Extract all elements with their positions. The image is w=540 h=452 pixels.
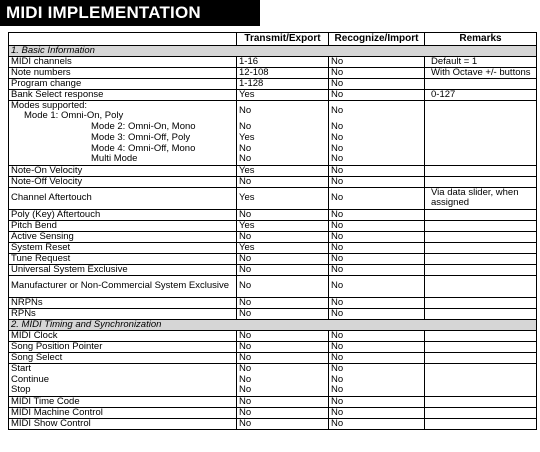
recognize-value: No bbox=[329, 121, 425, 132]
sub-label: Stop bbox=[11, 385, 31, 396]
recognize-value: No bbox=[329, 297, 425, 308]
table-row bbox=[9, 330, 537, 341]
recognize-value: No bbox=[329, 101, 425, 122]
remarks-value bbox=[425, 264, 537, 275]
remarks-value: With Octave +/- buttons bbox=[425, 68, 537, 79]
row-label: Tune Request bbox=[9, 253, 237, 264]
remarks-value: 0-127 bbox=[425, 90, 537, 101]
section-row bbox=[9, 319, 537, 330]
row-label-cell bbox=[9, 363, 237, 374]
transmit-value: Yes bbox=[237, 187, 329, 209]
transmit-value: No bbox=[237, 209, 329, 220]
table-row bbox=[9, 57, 537, 68]
recognize-value: No bbox=[329, 308, 425, 319]
remarks-value bbox=[425, 79, 537, 90]
transmit-value: 1-16 bbox=[237, 57, 329, 68]
column-header bbox=[9, 33, 237, 46]
recognize-value: No bbox=[329, 176, 425, 187]
row-label: Manufacturer or Non-Commercial System Exclusive bbox=[9, 275, 237, 297]
sub-label: Mode 3: Omni-Off, Poly bbox=[91, 132, 191, 143]
row-label: Note-Off Velocity bbox=[9, 176, 237, 187]
remarks-value bbox=[425, 253, 537, 264]
table-row bbox=[9, 352, 537, 363]
transmit-value: No bbox=[237, 330, 329, 341]
transmit-value: Yes bbox=[237, 242, 329, 253]
transmit-value: No bbox=[237, 352, 329, 363]
recognize-value: No bbox=[329, 363, 425, 374]
table-row bbox=[9, 187, 537, 209]
recognize-value: No bbox=[329, 407, 425, 418]
recognize-value: No bbox=[329, 352, 425, 363]
row-label: Song Select bbox=[9, 352, 237, 363]
recognize-value: No bbox=[329, 330, 425, 341]
row-label: Universal System Exclusive bbox=[9, 264, 237, 275]
row-label: Note-On Velocity bbox=[9, 165, 237, 176]
sub-label: Mode 2: Omni-On, Mono bbox=[91, 121, 196, 132]
recognize-value: No bbox=[329, 231, 425, 242]
recognize-value: No bbox=[329, 264, 425, 275]
row-label: Song Position Pointer bbox=[9, 341, 237, 352]
recognize-value: No bbox=[329, 396, 425, 407]
transmit-value: Yes bbox=[237, 165, 329, 176]
recognize-value: No bbox=[329, 165, 425, 176]
table-body bbox=[9, 46, 537, 430]
remarks-value bbox=[425, 363, 537, 396]
row-label: MIDI channels bbox=[9, 57, 237, 68]
row-label-cell bbox=[9, 374, 237, 385]
transmit-value: No bbox=[237, 418, 329, 429]
remarks-value bbox=[425, 101, 537, 166]
recognize-value: No bbox=[329, 209, 425, 220]
table-row bbox=[9, 79, 537, 90]
row-label: MIDI Show Control bbox=[9, 418, 237, 429]
row-label: NRPNs bbox=[9, 297, 237, 308]
row-label: MIDI Machine Control bbox=[9, 407, 237, 418]
remarks-value bbox=[425, 231, 537, 242]
transmit-value: No bbox=[237, 143, 329, 154]
table-row bbox=[9, 341, 537, 352]
table-row bbox=[9, 176, 537, 187]
remarks-value bbox=[425, 242, 537, 253]
row-label-cell bbox=[9, 101, 237, 122]
table-row bbox=[9, 90, 537, 101]
transmit-value: Yes bbox=[237, 90, 329, 101]
transmit-value: No bbox=[237, 363, 329, 374]
transmit-value: No bbox=[237, 101, 329, 122]
table-row bbox=[9, 165, 537, 176]
remarks-value bbox=[425, 352, 537, 363]
transmit-value: No bbox=[237, 297, 329, 308]
table-row bbox=[9, 242, 537, 253]
transmit-value: 12-108 bbox=[237, 68, 329, 79]
sub-label: Mode 1: Omni-On, Poly bbox=[24, 110, 124, 121]
row-label: Pitch Bend bbox=[9, 220, 237, 231]
recognize-value: No bbox=[329, 143, 425, 154]
remarks-value bbox=[425, 275, 537, 297]
recognize-value: No bbox=[329, 132, 425, 143]
row-label: RPNs bbox=[9, 308, 237, 319]
section-row bbox=[9, 46, 537, 57]
title-bar bbox=[0, 0, 260, 42]
row-label-cell bbox=[9, 121, 237, 132]
recognize-value: No bbox=[329, 68, 425, 79]
group-label: Modes supported: bbox=[11, 100, 88, 111]
recognize-value: No bbox=[329, 275, 425, 297]
section-title: 2. MIDI Timing and Synchronization bbox=[9, 319, 537, 330]
transmit-value: No bbox=[237, 264, 329, 275]
row-label: MIDI Time Code bbox=[9, 396, 237, 407]
table-row bbox=[9, 396, 537, 407]
row-label: Note numbers bbox=[9, 68, 237, 79]
recognize-value: No bbox=[329, 341, 425, 352]
transmit-value: No bbox=[237, 275, 329, 297]
transmit-value: No bbox=[237, 396, 329, 407]
recognize-value: No bbox=[329, 90, 425, 101]
remarks-value bbox=[425, 330, 537, 341]
recognize-value: No bbox=[329, 57, 425, 68]
transmit-value: No bbox=[237, 154, 329, 165]
table-row bbox=[9, 231, 537, 242]
row-label: MIDI Clock bbox=[9, 330, 237, 341]
remarks-value bbox=[425, 407, 537, 418]
row-label: System Reset bbox=[9, 242, 237, 253]
table-row bbox=[9, 308, 537, 319]
row-label: Channel Aftertouch bbox=[9, 187, 237, 209]
recognize-value: No bbox=[329, 79, 425, 90]
transmit-value: No bbox=[237, 374, 329, 385]
remarks-value: Via data slider, when assigned bbox=[425, 187, 537, 209]
column-header-remarks: Remarks bbox=[425, 33, 537, 46]
transmit-value: No bbox=[237, 253, 329, 264]
midi-implementation-table bbox=[8, 32, 537, 430]
remarks-value bbox=[425, 418, 537, 429]
transmit-value: Yes bbox=[237, 220, 329, 231]
transmit-value: No bbox=[237, 231, 329, 242]
row-label-cell bbox=[9, 143, 237, 154]
remarks-value bbox=[425, 176, 537, 187]
table-row bbox=[9, 275, 537, 297]
remarks-value bbox=[425, 297, 537, 308]
sub-label: Continue bbox=[11, 374, 50, 385]
table-row bbox=[9, 407, 537, 418]
recognize-value: No bbox=[329, 374, 425, 385]
recognize-value: No bbox=[329, 220, 425, 231]
recognize-value: No bbox=[329, 418, 425, 429]
row-label: Poly (Key) Aftertouch bbox=[9, 209, 237, 220]
remarks-value bbox=[425, 396, 537, 407]
sub-label: Start bbox=[11, 363, 32, 374]
row-label: Program change bbox=[9, 79, 237, 90]
transmit-value: No bbox=[237, 176, 329, 187]
recognize-value: No bbox=[329, 385, 425, 396]
remarks-value: Default = 1 bbox=[425, 57, 537, 68]
column-header-recognize: Recognize/Import bbox=[329, 33, 425, 46]
row-label-cell bbox=[9, 385, 237, 396]
transmit-value: No bbox=[237, 121, 329, 132]
table-header-row bbox=[9, 33, 537, 46]
row-label: Active Sensing bbox=[9, 231, 237, 242]
recognize-value: No bbox=[329, 253, 425, 264]
table-row bbox=[9, 209, 537, 220]
section-title: 1. Basic Information bbox=[9, 46, 537, 57]
transmit-value: No bbox=[237, 341, 329, 352]
remarks-value bbox=[425, 220, 537, 231]
table-row bbox=[9, 253, 537, 264]
remarks-value bbox=[425, 308, 537, 319]
table-row bbox=[9, 418, 537, 429]
remarks-value bbox=[425, 341, 537, 352]
remarks-value bbox=[425, 165, 537, 176]
table-row bbox=[9, 264, 537, 275]
row-label: Bank Select response bbox=[9, 90, 237, 101]
sub-label: Multi Mode bbox=[91, 154, 138, 165]
recognize-value: No bbox=[329, 242, 425, 253]
remarks-value bbox=[425, 209, 537, 220]
row-label-cell bbox=[9, 154, 237, 165]
table-row bbox=[9, 68, 537, 79]
table-row bbox=[9, 297, 537, 308]
transmit-value: 1-128 bbox=[237, 79, 329, 90]
transmit-value: No bbox=[237, 308, 329, 319]
recognize-value: No bbox=[329, 154, 425, 165]
table-row bbox=[9, 220, 537, 231]
transmit-value: No bbox=[237, 385, 329, 396]
table-row bbox=[9, 363, 537, 374]
table-row bbox=[9, 101, 537, 122]
recognize-value: No bbox=[329, 187, 425, 209]
page-title: MIDI IMPLEMENTATION CHART bbox=[6, 3, 201, 42]
transmit-value: No bbox=[237, 407, 329, 418]
row-label-cell bbox=[9, 132, 237, 143]
sub-label: Mode 4: Omni-Off, Mono bbox=[91, 143, 196, 154]
transmit-value: Yes bbox=[237, 132, 329, 143]
column-header-transmit: Transmit/Export bbox=[237, 33, 329, 46]
